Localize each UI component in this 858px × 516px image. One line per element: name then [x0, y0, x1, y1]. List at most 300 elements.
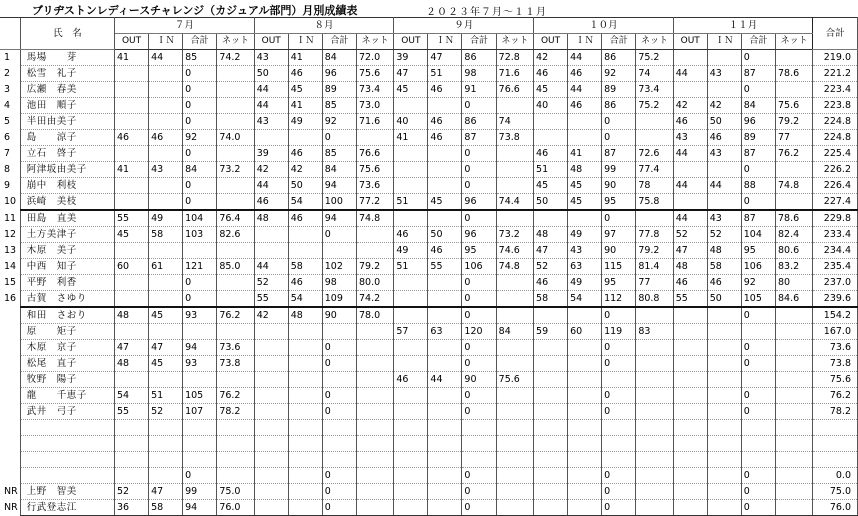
score-cell: 0 — [741, 194, 775, 211]
score-cell — [183, 243, 217, 259]
score-cell: 90 — [462, 372, 496, 388]
score-cell: 95 — [602, 194, 636, 211]
score-cell — [568, 210, 602, 227]
row-number: 13 — [4, 245, 17, 256]
score-cell — [217, 243, 254, 259]
score-cell: 77 — [776, 130, 813, 146]
score-cell — [776, 324, 813, 340]
score-cell: 72.6 — [636, 146, 673, 162]
score-cell: 85 — [183, 50, 217, 66]
score-cell — [707, 404, 741, 420]
score-cell: 46 — [288, 275, 322, 291]
score-cell — [673, 452, 707, 468]
score-cell: 48 — [115, 356, 149, 372]
score-cell — [568, 356, 602, 372]
score-cell — [149, 420, 183, 436]
score-cell: 84 — [741, 98, 775, 114]
score-cell: 0 — [322, 356, 356, 372]
score-cell — [394, 291, 428, 308]
total-cell: 229.8 — [813, 210, 858, 227]
score-cell: 94 — [183, 340, 217, 356]
score-cell: 91 — [462, 82, 496, 98]
score-cell: 46 — [149, 130, 183, 146]
score-cell — [149, 66, 183, 82]
score-cell — [356, 340, 393, 356]
score-cell — [534, 484, 568, 500]
score-cell — [636, 500, 673, 516]
score-cell — [776, 500, 813, 516]
score-cell: 0 — [741, 500, 775, 516]
score-cell: 0 — [741, 340, 775, 356]
score-cell: 43 — [149, 162, 183, 178]
score-cell: 0 — [462, 291, 496, 308]
score-cell: 107 — [183, 404, 217, 420]
score-cell — [534, 436, 568, 452]
score-cell — [254, 324, 288, 340]
score-cell — [534, 500, 568, 516]
score-cell: 50 — [707, 291, 741, 308]
score-cell: 94 — [322, 178, 356, 194]
score-cell — [776, 436, 813, 452]
score-cell: 41 — [568, 146, 602, 162]
score-cell — [673, 468, 707, 484]
score-cell: 75.6 — [356, 66, 393, 82]
row-number — [0, 468, 20, 484]
score-cell: 45 — [534, 178, 568, 194]
table-row — [0, 66, 858, 82]
sub-header: ＩＮ — [288, 34, 322, 50]
score-cell: 0 — [183, 146, 217, 162]
score-cell: 74 — [636, 66, 673, 82]
player-name: 木原 京子 — [20, 340, 114, 356]
score-cell: 51 — [149, 388, 183, 404]
row-number: NR — [4, 486, 18, 497]
total-cell: 219.0 — [813, 50, 858, 66]
score-cell — [534, 130, 568, 146]
score-cell: 102 — [322, 259, 356, 275]
sub-header: 合計 — [602, 34, 636, 50]
score-cell: 45 — [149, 356, 183, 372]
score-cell: 39 — [394, 50, 428, 66]
total-cell: 224.8 — [813, 114, 858, 130]
score-cell — [776, 484, 813, 500]
score-cell: 46 — [394, 227, 428, 243]
score-cell: 46 — [534, 275, 568, 291]
total-cell: 73.8 — [813, 356, 858, 372]
score-cell — [707, 372, 741, 388]
score-cell: 79.2 — [776, 114, 813, 130]
score-cell: 74 — [496, 114, 533, 130]
score-cell: 40 — [394, 114, 428, 130]
table-row — [0, 50, 858, 66]
score-cell — [776, 452, 813, 468]
score-cell — [288, 356, 322, 372]
score-cell: 0 — [741, 356, 775, 372]
score-cell — [322, 436, 356, 452]
player-name: 松尾 直子 — [20, 356, 114, 372]
score-cell: 47 — [115, 340, 149, 356]
score-cell — [217, 436, 254, 452]
table-row — [0, 388, 858, 404]
score-cell — [428, 210, 462, 227]
score-cell: 75.0 — [217, 484, 254, 500]
score-cell: 51 — [534, 162, 568, 178]
score-cell — [183, 324, 217, 340]
score-cell: 46 — [115, 130, 149, 146]
score-cell: 0 — [322, 468, 356, 484]
score-cell: 75.2 — [636, 50, 673, 66]
score-cell: 74.4 — [496, 194, 533, 211]
score-cell: 99 — [602, 162, 636, 178]
score-cell — [394, 162, 428, 178]
total-cell: 235.4 — [813, 259, 858, 275]
score-cell: 55 — [254, 291, 288, 308]
player-name — [20, 452, 114, 468]
score-cell: 0 — [462, 178, 496, 194]
score-cell — [776, 420, 813, 436]
total-cell: 154.2 — [813, 307, 858, 324]
score-cell: 71.6 — [496, 66, 533, 82]
score-cell: 54 — [288, 291, 322, 308]
score-cell — [217, 146, 254, 162]
score-cell — [428, 436, 462, 452]
table-row — [0, 420, 858, 436]
score-cell — [741, 372, 775, 388]
score-cell — [428, 275, 462, 291]
score-cell: 47 — [149, 484, 183, 500]
score-cell: 74.6 — [496, 243, 533, 259]
score-cell: 73.2 — [217, 162, 254, 178]
score-cell — [356, 130, 393, 146]
month-header: ７月 — [115, 18, 255, 34]
score-cell: 59 — [534, 324, 568, 340]
score-cell: 93 — [183, 307, 217, 324]
score-cell: 0 — [462, 307, 496, 324]
score-cell: 46 — [673, 275, 707, 291]
score-cell — [356, 420, 393, 436]
score-cell — [428, 404, 462, 420]
score-cell: 0 — [462, 404, 496, 420]
score-cell: 46 — [394, 372, 428, 388]
score-cell: 46 — [428, 82, 462, 98]
score-cell: 44 — [254, 259, 288, 275]
score-cell: 75.6 — [356, 162, 393, 178]
score-cell — [673, 307, 707, 324]
score-cell: 0 — [322, 484, 356, 500]
header-row-sub — [0, 34, 858, 50]
score-cell — [183, 372, 217, 388]
score-cell — [217, 324, 254, 340]
score-cell — [534, 340, 568, 356]
score-cell — [568, 307, 602, 324]
score-cell — [462, 436, 496, 452]
score-cell: 87 — [741, 66, 775, 82]
month-header: １１月 — [673, 18, 813, 34]
score-cell: 77.2 — [356, 194, 393, 211]
score-cell: 42 — [288, 162, 322, 178]
row-number: 1 — [4, 52, 11, 64]
score-cell: 0 — [741, 307, 775, 324]
score-cell — [356, 468, 393, 484]
score-cell: 121 — [183, 259, 217, 275]
row-number: 15 — [4, 277, 17, 288]
sub-header: OUT — [394, 34, 428, 50]
score-cell — [254, 372, 288, 388]
table-row — [0, 194, 858, 211]
score-cell: 0 — [322, 340, 356, 356]
sub-header: ＩＮ — [568, 34, 602, 50]
player-name: 原 矩子 — [20, 324, 114, 340]
score-cell — [636, 436, 673, 452]
score-cell: 42 — [254, 162, 288, 178]
period-text: ２０２３年７月～１１月 — [426, 7, 547, 18]
score-cell: 72.8 — [496, 50, 533, 66]
score-cell: 76.6 — [356, 146, 393, 162]
score-cell: 51 — [394, 194, 428, 211]
score-cell — [496, 468, 533, 484]
score-cell — [534, 404, 568, 420]
row-number: 4 — [4, 100, 11, 111]
score-cell — [496, 452, 533, 468]
row-number — [0, 420, 20, 436]
score-cell — [394, 178, 428, 194]
score-cell: 46 — [707, 275, 741, 291]
score-cell: 0 — [741, 404, 775, 420]
table-row — [0, 82, 858, 98]
score-cell — [115, 114, 149, 130]
score-cell — [115, 178, 149, 194]
score-cell: 74.8 — [776, 178, 813, 194]
score-cell: 45 — [568, 178, 602, 194]
total-cell: 239.6 — [813, 291, 858, 308]
player-name: 松雪 礼子 — [20, 66, 114, 82]
score-cell — [568, 388, 602, 404]
score-cell: 0 — [741, 484, 775, 500]
score-cell: 100 — [322, 194, 356, 211]
score-cell — [534, 372, 568, 388]
player-name: 池田 順子 — [20, 98, 114, 114]
score-cell — [534, 388, 568, 404]
score-cell — [496, 210, 533, 227]
row-number — [0, 372, 20, 388]
score-cell — [217, 420, 254, 436]
score-cell: 48 — [673, 259, 707, 275]
score-cell: 43 — [707, 146, 741, 162]
score-cell: 63 — [428, 324, 462, 340]
score-cell: 0 — [741, 468, 775, 484]
score-cell — [428, 146, 462, 162]
score-cell — [288, 500, 322, 516]
score-cell: 44 — [254, 82, 288, 98]
score-cell — [115, 243, 149, 259]
player-name: 中西 知子 — [20, 259, 114, 275]
score-cell — [496, 340, 533, 356]
score-cell: 0 — [183, 114, 217, 130]
score-cell — [428, 162, 462, 178]
score-cell: 44 — [568, 50, 602, 66]
score-cell — [394, 98, 428, 114]
total-cell: 75.6 — [813, 372, 858, 388]
score-cell: 0 — [602, 404, 636, 420]
player-name: 古賀 さゆり — [20, 291, 114, 308]
score-cell — [707, 452, 741, 468]
score-cell — [288, 130, 322, 146]
row-number: 5 — [4, 116, 11, 127]
score-cell — [288, 388, 322, 404]
score-cell — [673, 340, 707, 356]
score-cell — [394, 452, 428, 468]
score-cell — [673, 324, 707, 340]
score-cell: 80 — [776, 275, 813, 291]
score-cell: 55 — [115, 404, 149, 420]
table-row — [0, 114, 858, 130]
score-cell: 46 — [568, 66, 602, 82]
total-cell: 221.2 — [813, 66, 858, 82]
total-cell: 226.4 — [813, 178, 858, 194]
score-cell — [673, 436, 707, 452]
total-cell: 223.8 — [813, 98, 858, 114]
score-cell — [496, 388, 533, 404]
score-cell — [428, 340, 462, 356]
score-cell — [115, 452, 149, 468]
score-cell: 0 — [322, 227, 356, 243]
score-cell — [568, 340, 602, 356]
score-cell — [776, 82, 813, 98]
score-cell — [496, 162, 533, 178]
score-cell: 52 — [149, 404, 183, 420]
score-cell — [322, 243, 356, 259]
score-cell — [673, 388, 707, 404]
score-cell: 104 — [183, 210, 217, 227]
score-cell: 54 — [568, 291, 602, 308]
total-header: 合計 — [813, 18, 858, 50]
score-cell — [288, 452, 322, 468]
score-cell — [115, 98, 149, 114]
score-cell — [534, 452, 568, 468]
score-cell — [776, 372, 813, 388]
score-cell: 0 — [602, 468, 636, 484]
score-cell — [356, 243, 393, 259]
score-cell — [217, 82, 254, 98]
score-cell: 52 — [673, 227, 707, 243]
table-row — [0, 243, 858, 259]
table-row — [0, 324, 858, 340]
sub-header: ＩＮ — [707, 34, 741, 50]
title-text: ブリヂストンレディースチャレンジ（カジュアル部門）月別成績表 — [32, 4, 358, 17]
month-header: ９月 — [394, 18, 534, 34]
score-cell: 73.4 — [636, 82, 673, 98]
score-cell — [288, 372, 322, 388]
score-cell: 96 — [462, 227, 496, 243]
score-cell: 78.2 — [217, 404, 254, 420]
score-cell: 92 — [322, 114, 356, 130]
score-cell — [707, 500, 741, 516]
total-cell — [813, 436, 858, 452]
score-cell — [707, 436, 741, 452]
row-number: 14 — [4, 261, 17, 272]
score-cell: 50 — [254, 66, 288, 82]
score-cell: 90 — [322, 307, 356, 324]
score-cell: 43 — [673, 130, 707, 146]
score-cell: 95 — [462, 243, 496, 259]
score-cell: 105 — [183, 388, 217, 404]
score-cell: 0 — [462, 146, 496, 162]
score-cell: 109 — [322, 291, 356, 308]
score-cell — [602, 372, 636, 388]
row-number — [0, 436, 20, 452]
sub-header: OUT — [534, 34, 568, 50]
score-cell: 96 — [322, 66, 356, 82]
score-cell — [356, 324, 393, 340]
score-cell — [428, 420, 462, 436]
score-cell: 86 — [602, 98, 636, 114]
score-cell: 0 — [322, 388, 356, 404]
table-row — [0, 452, 858, 468]
score-cell — [673, 484, 707, 500]
score-cell: 44 — [707, 178, 741, 194]
score-cell — [496, 275, 533, 291]
score-cell: 85 — [322, 98, 356, 114]
score-cell: 49 — [394, 243, 428, 259]
score-cell: 120 — [462, 324, 496, 340]
score-cell: 51 — [428, 66, 462, 82]
score-cell: 52 — [254, 275, 288, 291]
score-cell: 97 — [602, 227, 636, 243]
score-cell — [394, 500, 428, 516]
score-cell: 60 — [115, 259, 149, 275]
score-cell — [115, 194, 149, 211]
score-cell — [568, 484, 602, 500]
score-cell — [149, 372, 183, 388]
table-row — [0, 340, 858, 356]
score-cell — [115, 420, 149, 436]
sub-header: OUT — [254, 34, 288, 50]
score-cell — [149, 291, 183, 308]
sub-header: 合計 — [462, 34, 496, 50]
score-cell: 42 — [534, 50, 568, 66]
score-cell: 50 — [428, 227, 462, 243]
score-cell: 44 — [673, 146, 707, 162]
row-number: 10 — [4, 196, 17, 208]
score-cell — [115, 66, 149, 82]
score-cell: 74.2 — [356, 291, 393, 308]
score-cell — [496, 356, 533, 372]
score-cell: 79.2 — [636, 243, 673, 259]
score-cell — [636, 468, 673, 484]
score-cell — [394, 146, 428, 162]
score-cell — [115, 146, 149, 162]
row-number: 11 — [4, 212, 17, 224]
score-cell: 84 — [322, 162, 356, 178]
score-cell: 57 — [394, 324, 428, 340]
table-row — [0, 291, 858, 308]
score-cell — [534, 114, 568, 130]
sub-header: ＩＮ — [428, 34, 462, 50]
score-cell — [707, 82, 741, 98]
score-cell: 46 — [428, 114, 462, 130]
score-cell — [356, 436, 393, 452]
score-cell — [428, 291, 462, 308]
score-cell — [496, 484, 533, 500]
score-cell: 103 — [183, 227, 217, 243]
score-cell: 61 — [149, 259, 183, 275]
player-name — [20, 468, 114, 484]
player-name: 平野 利香 — [20, 275, 114, 291]
score-cell — [707, 484, 741, 500]
score-cell: 76.2 — [217, 307, 254, 324]
total-cell: 76.2 — [813, 388, 858, 404]
score-cell: 45 — [149, 307, 183, 324]
